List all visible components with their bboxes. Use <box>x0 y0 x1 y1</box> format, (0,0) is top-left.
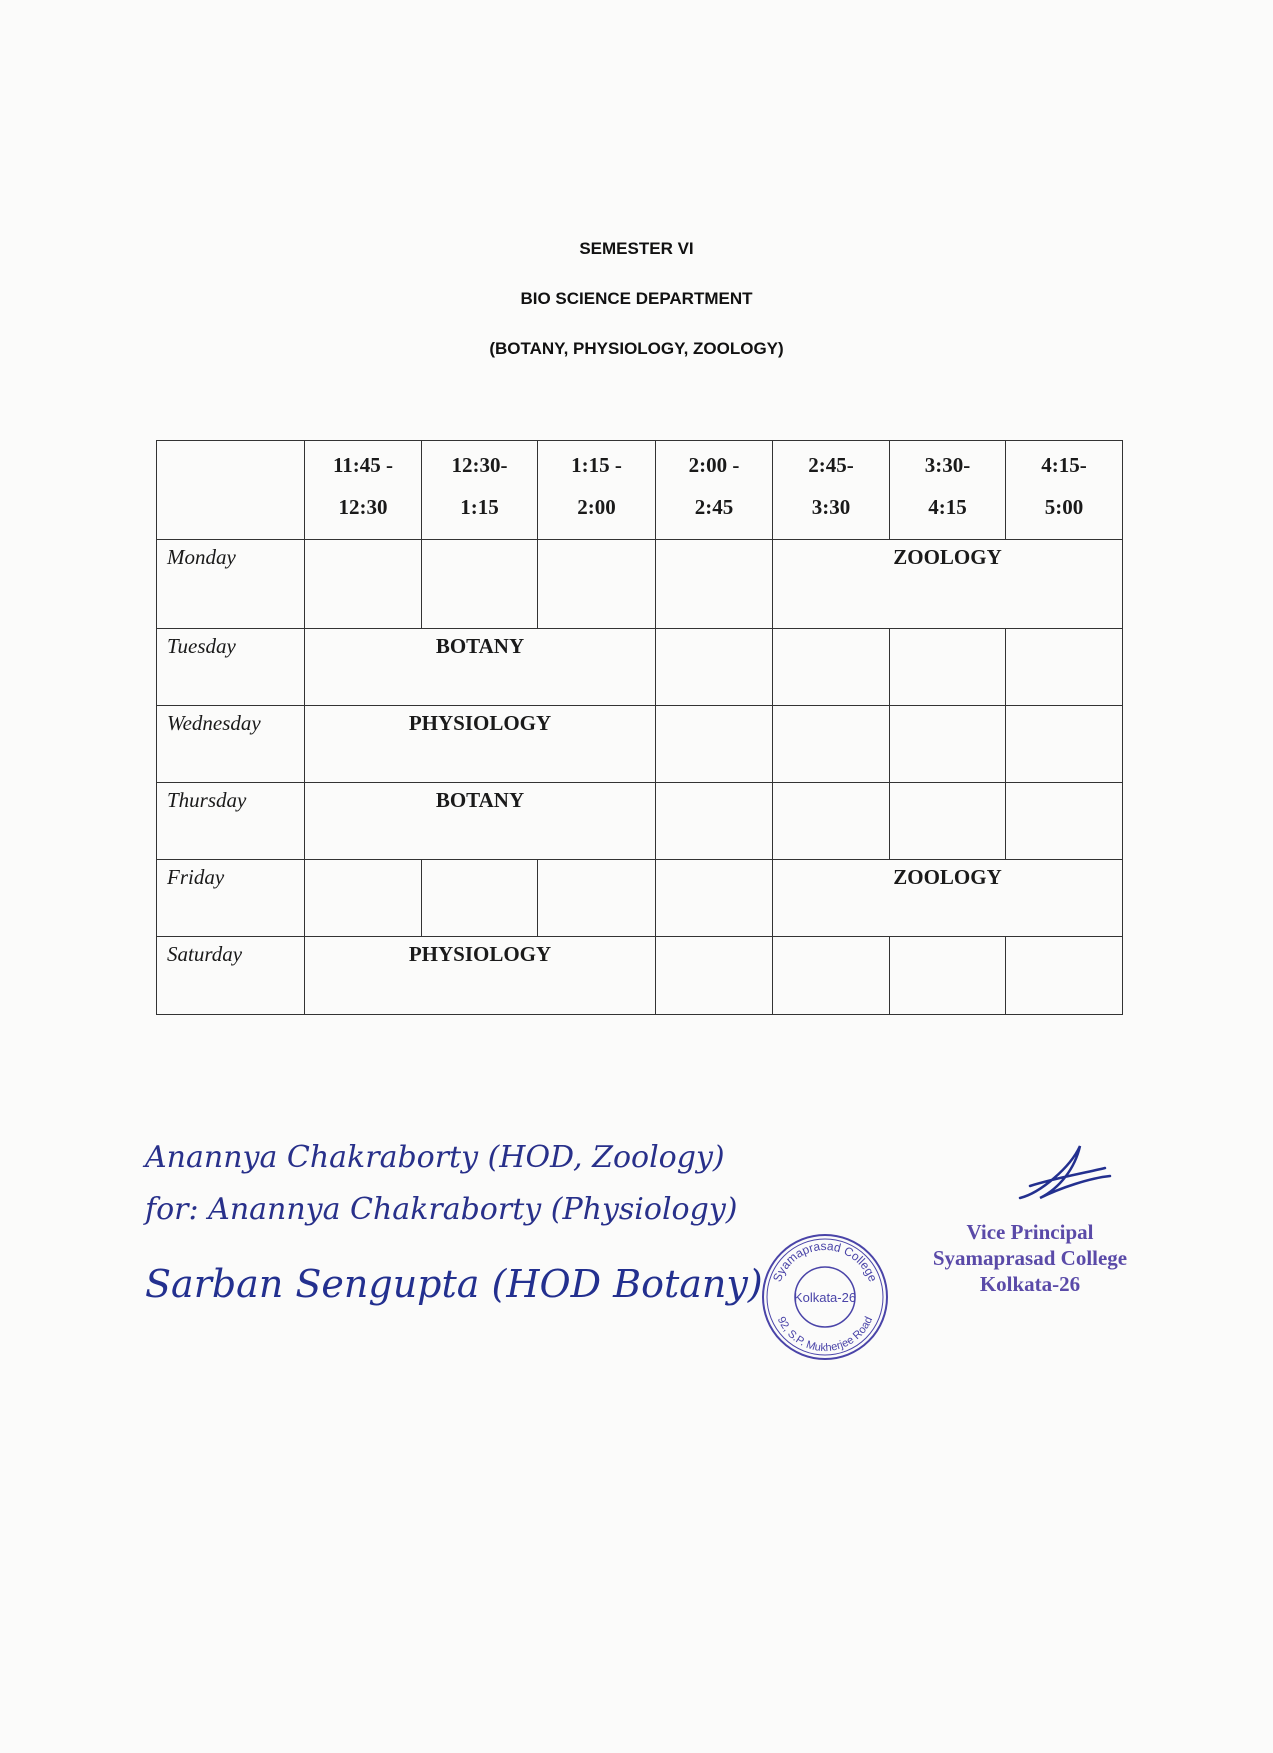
slot-3: 1:15 - 2:00 <box>538 441 656 540</box>
empty-cell <box>305 860 422 937</box>
college-seal-icon <box>760 1232 890 1362</box>
empty-cell <box>1006 629 1123 706</box>
subject-cell: ZOOLOGY <box>773 860 1123 937</box>
subject-cell: BOTANY <box>305 629 656 706</box>
empty-cell <box>890 783 1006 860</box>
empty-cell <box>656 706 773 783</box>
semester-title: SEMESTER VI <box>579 239 694 258</box>
empty-cell <box>773 629 890 706</box>
row-friday <box>157 860 1123 937</box>
empty-cell <box>656 860 773 937</box>
empty-cell <box>538 860 656 937</box>
vice-principal-signature-icon <box>1000 1138 1120 1218</box>
slot-7: 4:15- 5:00 <box>1006 441 1123 540</box>
signature-hod-zoology: Anannya Chakraborty (HOD, Zoology) <box>145 1140 725 1175</box>
subject-cell: BOTANY <box>305 783 656 860</box>
subjects-title: (BOTANY, PHYSIOLOGY, ZOOLOGY) <box>489 339 784 358</box>
stamp-college: Syamaprasad College <box>932 1246 1128 1270</box>
row-monday <box>157 540 1123 629</box>
stamp-city: Kolkata-26 <box>979 1272 1081 1296</box>
timetable-header-row <box>157 441 1123 540</box>
signature-physiology: for: Anannya Chakraborty (Physiology) <box>145 1192 738 1227</box>
empty-cell <box>890 629 1006 706</box>
row-saturday <box>157 937 1123 1015</box>
day-label: Tuesday <box>157 629 305 706</box>
svg-text:92, S.P. Mukherjee Road: 92, S.P. Mukherjee Road <box>774 1314 876 1355</box>
row-tuesday <box>157 629 1123 706</box>
empty-cell <box>773 783 890 860</box>
day-label: Thursday <box>157 783 305 860</box>
empty-cell <box>1006 937 1123 1015</box>
day-label: Friday <box>157 860 305 937</box>
empty-cell <box>656 540 773 629</box>
empty-cell <box>538 540 656 629</box>
timetable <box>156 440 1123 1015</box>
slot-2: 12:30- 1:15 <box>422 441 538 540</box>
row-thursday <box>157 783 1123 860</box>
department-title: BIO SCIENCE DEPARTMENT <box>520 289 753 308</box>
empty-cell <box>656 783 773 860</box>
empty-cell <box>890 937 1006 1015</box>
empty-cell <box>305 540 422 629</box>
empty-cell <box>422 540 538 629</box>
slot-1: 11:45 - 12:30 <box>305 441 422 540</box>
svg-text:Kolkata-26: Kolkata-26 <box>793 1290 857 1305</box>
slot-6: 3:30- 4:15 <box>890 441 1006 540</box>
empty-cell <box>1006 783 1123 860</box>
corner-cell <box>157 441 305 540</box>
signature-hod-botany: Sarban Sengupta (HOD Botany) <box>145 1262 763 1306</box>
subject-cell: PHYSIOLOGY <box>305 937 656 1015</box>
empty-cell <box>773 937 890 1015</box>
empty-cell <box>656 937 773 1015</box>
day-label: Wednesday <box>157 706 305 783</box>
empty-cell <box>656 629 773 706</box>
empty-cell <box>890 706 1006 783</box>
slot-5: 2:45- 3:30 <box>773 441 890 540</box>
row-wednesday <box>157 706 1123 783</box>
subject-cell: PHYSIOLOGY <box>305 706 656 783</box>
empty-cell <box>1006 706 1123 783</box>
slot-4: 2:00 - 2:45 <box>656 441 773 540</box>
day-label: Saturday <box>157 937 305 1015</box>
day-label: Monday <box>157 540 305 629</box>
subject-cell: ZOOLOGY <box>773 540 1123 629</box>
stamp-title: Vice Principal <box>966 1220 1094 1244</box>
empty-cell <box>422 860 538 937</box>
svg-text:Syamaprasad College: Syamaprasad College <box>769 1238 881 1284</box>
empty-cell <box>773 706 890 783</box>
